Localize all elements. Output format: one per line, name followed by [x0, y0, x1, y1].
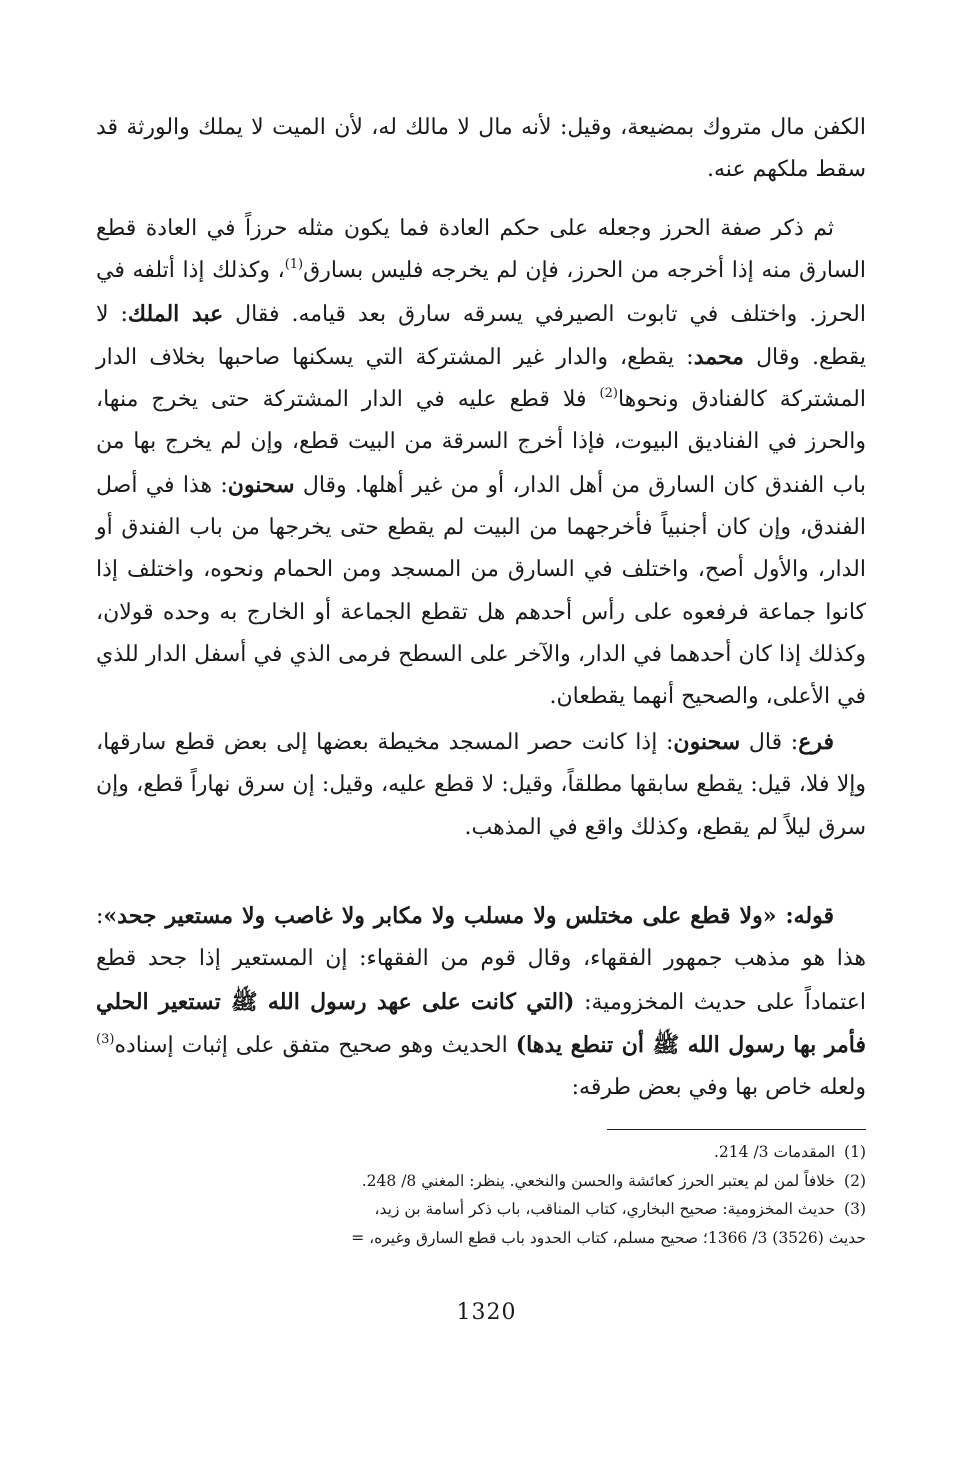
- footnote-3: [96, 1195, 866, 1224]
- name-sahnun-2: سحنون: [673, 729, 741, 755]
- footnote-ref-3[interactable]: (3): [96, 1031, 115, 1047]
- p3-text-2: : إذا كانت حصر المسجد مخيطة بعضها إلى بعض قطع سارقها، وإلا فلا، قيل: يقطع سابقها مطلقاً، وقيل: لا قطع عليه، وقيل: إن سرق نهاراً قطع، وإن سرق ليلاً لم يقطع، وكذلك واقع في المذهب.: [96, 730, 866, 840]
- p4-text-2: الحديث وهو صحيح متفق على إثبات إسناده: [114, 1032, 516, 1058]
- p3-text-1: : قال: [748, 730, 799, 755]
- footnote-3-number: (3): [844, 1200, 866, 1218]
- p2-text-6: : هذا في أصل الفندق، وإن كان أجنبياً فأخرجهما من البيت لم يقطع حتى يخرجها من باب الفندق أو الدار، والأول أصح، واختلف في السارق من المسجد ومن الحمام ونحوه، واختلف إذا كانوا جماعة فرفعوه على رأس أحدهم هل تقطع الجماعة أو الخارج به وحده قولان، وكذلك إذا كان أحدهما في الدار، والآخر على السطح فرمى الذي في أسفل الدار للذي في الأعلى، والصحيح أنهما يقطعان.: [96, 472, 866, 710]
- p4-text-1: : هذا هو مذهب جمهور الفقهاء، وقال قوم من الفقهاء: إن المستعير إذا جحد قطع اعتماداً على حديث المخزومية:: [96, 904, 866, 1015]
- paragraph-3: [96, 721, 866, 849]
- footnote-divider: [607, 1129, 866, 1130]
- quoted-text-intro: قوله: «ولا قطع على مختلس ولا مسلب ولا مكابر ولا غاصب ولا مستعير جحد»: [103, 903, 834, 929]
- paragraph-1: [96, 107, 866, 192]
- footnote-1-number: (1): [844, 1143, 866, 1161]
- paragraph-2: [96, 208, 866, 719]
- page-number: 1320: [456, 1300, 517, 1325]
- footnote-2: [96, 1167, 866, 1196]
- footnote-1: [96, 1138, 866, 1167]
- name-muhammad: محمد: [693, 343, 744, 370]
- p2-text-5: فلا قطع عليه في الدار المشتركة حتى يخرج منها، والحرز في الفناديق البيوت، فإذا أخرج السرقة من البيت قطع، وإن لم يخرج بها من باب الفندق كان السارق من أهل الدار، أو من غير أهلها. وقال: [96, 387, 866, 498]
- footnote-2-text: خلافاً لمن لم يعتبر الحرز كعائشة والحسن والنخعي. ينظر: المغني 8/ 248.: [361, 1171, 836, 1190]
- p2-text-1: ثم ذكر صفة الحرز وجعله على حكم العادة فما يكون مثله حرزاً في العادة قطع السارق منه إذا أخرجه من الحرز، فإن لم يخرجه فليس بسارق: [96, 216, 867, 284]
- footnote-3-text: حديث المخزومية: صحيح البخاري، كتاب المناقب، باب ذكر أسامة بن زيد،: [374, 1200, 836, 1218]
- footnotes-section: [96, 1138, 866, 1252]
- paragraph-4: [96, 895, 866, 1109]
- footnote-ref-1[interactable]: (1): [284, 257, 304, 273]
- hadith-quote: (التي كانت على عهد رسول الله ﷺ تستعير الحلي فأمر بها رسول الله ﷺ أن تنطع يدها): [96, 988, 866, 1058]
- footnote-3-text-cont: حديث (3526) 3/ 1366؛ صحيح مسلم، كتاب الحدود باب قطع السارق وغيره، =: [351, 1228, 866, 1247]
- p2-text-4: : يقطع، والدار غير المشتركة التي يسكنها صاحبها بخلاف الدار المشتركة كالفنادق ونحوها: [96, 344, 866, 413]
- far-label: فرع: [798, 729, 835, 755]
- footnote-1-text: المقدمات 3/ 214.: [713, 1143, 836, 1161]
- name-abd-al-malik: عبد الملك: [127, 300, 224, 327]
- footnote-3-continuation: [96, 1224, 866, 1253]
- name-sahnun: سحنون: [227, 471, 295, 498]
- p4-text-3: ولعله خاص بها وفي بعض طرقه:: [571, 1075, 866, 1101]
- footnote-ref-2[interactable]: (2): [599, 386, 618, 402]
- paragraph-1-text: الكفن مال متروك بمضيعة، وقيل: لأنه مال لا مالك له، لأن الميت لا يملك والورثة قد سقط ملكهم عنه.: [96, 115, 866, 183]
- footnote-2-number: (2): [844, 1171, 866, 1190]
- p2-text-2: ، وكذلك إذا أتلفه في الحرز. واختلف في تابوت الصيرفي يسرقه سارق بعد قيامه. فقال: [96, 258, 866, 327]
- p2-text-3: : لا يقطع. وقال: [96, 301, 866, 370]
